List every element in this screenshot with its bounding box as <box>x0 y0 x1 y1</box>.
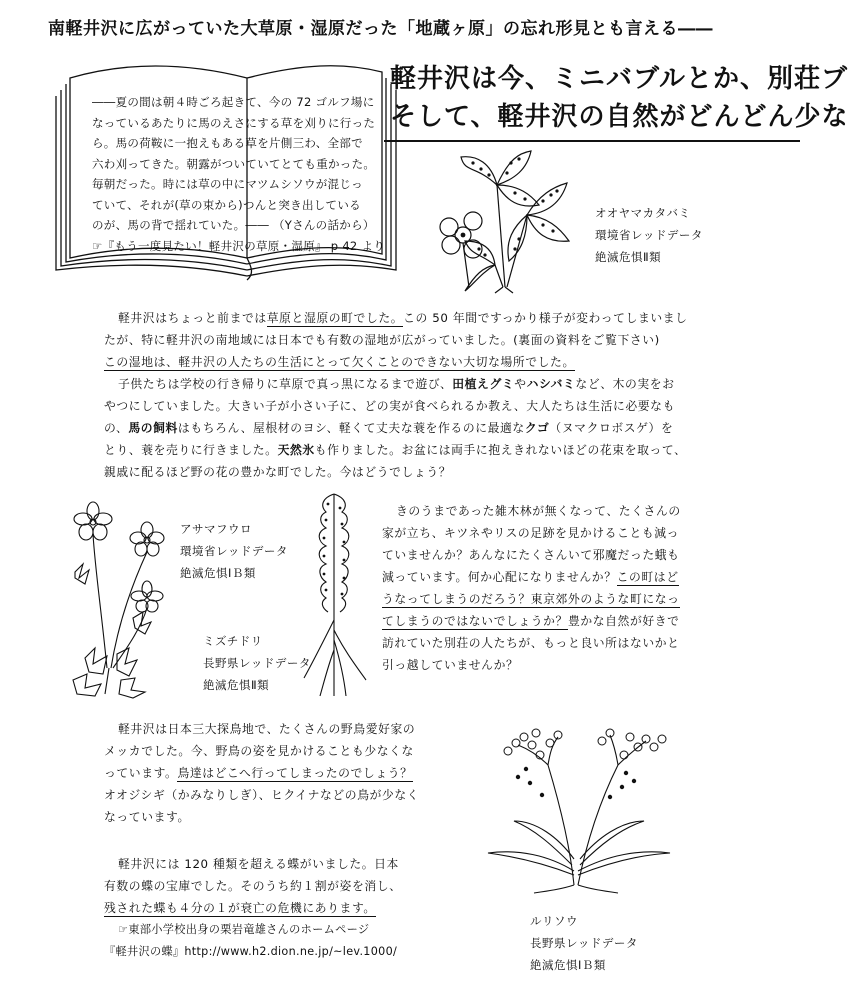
text: 子供たちは学校の行き帰りに草原で真っ黒になるまで遊び、 <box>118 377 453 391</box>
headline-rule <box>384 140 800 142</box>
text: メッカでした。今、野鳥の姿を見かけることも少なくな <box>104 744 414 758</box>
bold-text: 馬の飼料 <box>128 421 178 435</box>
text: やつにしていました。大きい子が小さい子に、どの実が食べられるか教え、大人たちは生活に必要なも <box>104 399 675 413</box>
book-quote <box>92 92 392 256</box>
text: 引っ越していませんか？ <box>382 658 519 672</box>
headline-line-2: そして、軽井沢の自然がどんどん少な <box>390 102 848 132</box>
red-data-source: 長野県レッドデータ <box>203 656 311 670</box>
plant-name: ミズチドリ <box>203 634 263 648</box>
text: たが、特に軽井沢の南地域には日本でも有数の湿地が広がっていました。(裏面の資料をご覧下さい) <box>104 333 660 347</box>
headline-line-1: 軽井沢は今、ミニバブルとか、別荘ブ <box>390 64 848 94</box>
endangered-category: 絶滅危惧ⅠＢ類 <box>530 958 606 972</box>
endangered-category: 絶滅危惧Ⅱ類 <box>203 678 270 692</box>
text: 家が立ち、キツネやリスの足跡を見かけることも減っ <box>382 526 680 540</box>
homepage-note: ☞東部小学校出身の栗岩竜雄さんのホームページ <box>118 923 370 936</box>
book-quote-line: 毎朝だった。時には草の中にマツムシソウが混じっ <box>92 177 363 191</box>
homepage-link[interactable]: 『軽井沢の蝶』http://www.h2.dion.ne.jp/~lev.1000/ <box>104 945 398 958</box>
underlined-text: うなってしまうのだろう？東京郊外のような町になっ <box>382 592 680 606</box>
book-quote-line: ていて、それが(草の束から)つんと突き出している <box>92 197 361 212</box>
text: はもちろん、屋根材のヨシ、軽くて丈夫な蓑を作るのに最適な <box>177 421 525 435</box>
text: とり、蓑を売りに行きました。 <box>104 443 278 457</box>
intro-paragraph-body <box>104 329 794 483</box>
underlined-text: この町はど <box>616 570 679 584</box>
intro-paragraph <box>118 307 798 329</box>
text: なっています。 <box>104 810 190 824</box>
text: の、 <box>104 421 129 435</box>
text: 豊かな自然が好きで <box>567 614 680 628</box>
oyamakatabami-illustration <box>435 145 580 295</box>
underlined-text: 鳥達はどこへ行ってしまったのでしょう？ <box>177 766 413 780</box>
text: この 50 年間ですっかり様子が変わってしまいまし <box>403 311 688 325</box>
asamafuro-illustration <box>55 498 175 698</box>
text: も作りました。お盆には両手に抱えきれないほどの花束を取って、 <box>314 443 687 457</box>
book-quote-source: ☞『もう一度見たい！軽井沢の草原・湿原』 p 42 より <box>92 238 386 253</box>
underlined-text: てしまうのではないでしょうか？ <box>382 614 568 628</box>
red-data-source: 環境省レッドデータ <box>595 228 703 242</box>
bold-text: 田植えグミ <box>452 377 515 391</box>
bold-text: ハシバミ <box>526 377 576 391</box>
book-quote-line: ――夏の間は朝４時ごろ起きて、今の 72 ゴルフ場に <box>92 95 375 109</box>
book-quote-line: 六わ刈ってきた。朝露がついていてとても重かった。 <box>92 156 376 171</box>
text: 軽井沢には 120 種類を超える蝶がいました。日本 <box>118 857 399 871</box>
text: （ヌマクロボスゲ）を <box>549 421 674 435</box>
book-quote-line: なっているあたりに馬のえさにする草を刈りに行った <box>92 115 376 130</box>
underlined-text: この湿地は、軽井沢の人たちの生活にとって欠くことのできない大切な場所でした。 <box>104 355 575 369</box>
book-quote-line: ら。馬の荷鞍に一抱えもある草を片側三わ、全部で <box>92 136 363 150</box>
bold-text: クゴ <box>524 421 550 435</box>
rurisou-label <box>530 910 638 976</box>
text: 親戚に配るほど野の花の豊かな町でした。今はどうでしょう？ <box>104 465 452 479</box>
plant-name: ルリソウ <box>530 914 578 928</box>
endangered-category: 絶滅危惧ⅠＢ類 <box>180 566 256 580</box>
mizuchidori-label <box>203 630 311 696</box>
plant-name: オオヤマカタバミ <box>595 206 691 220</box>
oyamakatabami-label <box>595 202 703 268</box>
text: オオジシギ（かみなりしぎ）、ヒクイナなどの鳥が少なく <box>104 788 420 802</box>
text: 訪れていた別荘の人たちが、もっと良い所はないかと <box>382 636 680 650</box>
rurisou-illustration <box>478 725 678 895</box>
text: 軽井沢は日本三大探鳥地で、たくさんの野鳥愛好家の <box>118 722 416 736</box>
text: や <box>514 377 527 391</box>
top-banner: 南軽井沢に広がっていた大草原・湿原だった「地蔵ヶ原」の忘れ形見とも言える―― <box>48 19 713 39</box>
text: っています。 <box>104 766 178 780</box>
endangered-category: 絶滅危惧Ⅱ類 <box>595 250 662 264</box>
woods-paragraph <box>382 500 792 676</box>
bold-text: 天然氷 <box>277 443 315 457</box>
butterflies-paragraph <box>104 853 464 963</box>
underlined-text: 草原と湿原の町でした。 <box>266 311 404 325</box>
text: など、木の実をお <box>575 377 675 391</box>
plant-name: アサマフウロ <box>180 522 252 536</box>
underlined-text: 残された蝶も４分の１が衰亡の危機にあります。 <box>104 901 376 915</box>
book-quote-line: のが、馬の背で揺れていた。―― （Yさんの話から） <box>92 218 375 232</box>
birds-paragraph <box>104 718 464 828</box>
text: きのうまであった雑木林が無くなって、たくさんの <box>396 504 681 518</box>
text: 減っています。何か心配になりませんか？ <box>382 570 617 584</box>
red-data-source: 環境省レッドデータ <box>180 544 288 558</box>
asamafuro-label <box>180 518 288 584</box>
red-data-source: 長野県レッドデータ <box>530 936 638 950</box>
text: 有数の蝶の宝庫でした。そのうち約１割が姿を消し、 <box>104 879 402 893</box>
text: ていませんか？あんなにたくさんいて邪魔だった蛾も <box>382 548 680 562</box>
text: 軽井沢はちょっと前までは <box>118 311 267 325</box>
